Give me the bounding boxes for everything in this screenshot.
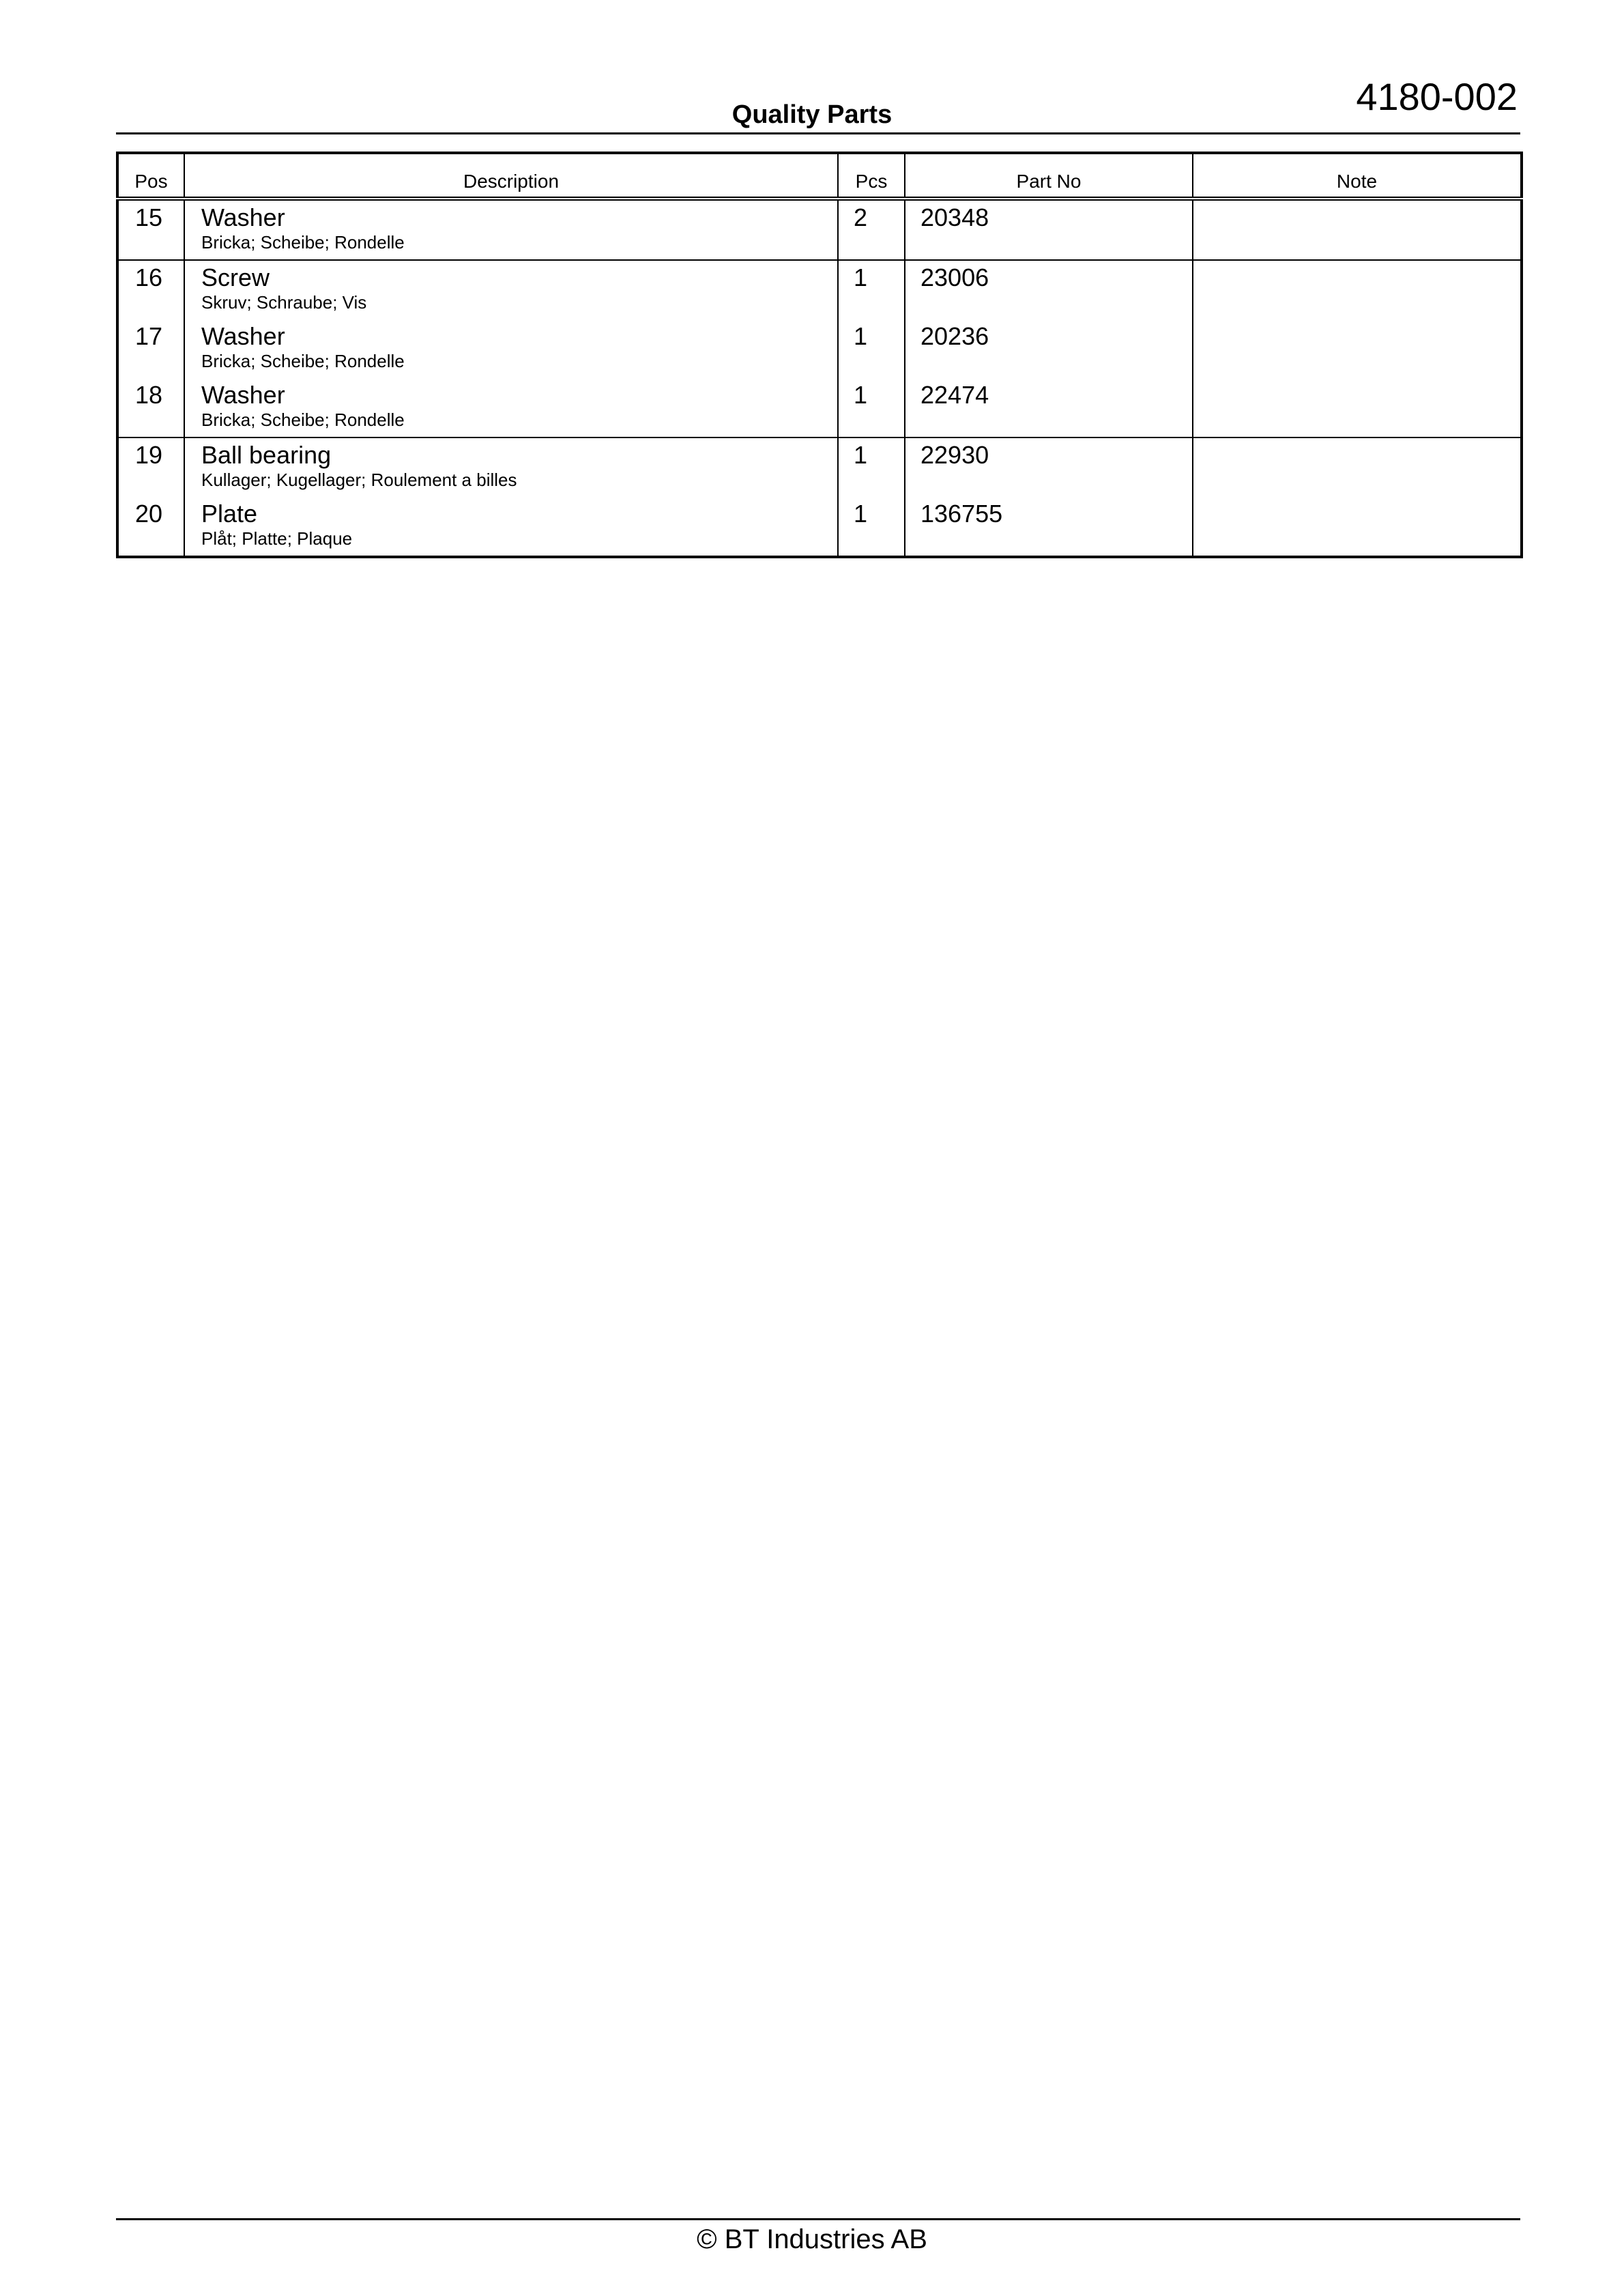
- table-header-row: [117, 153, 1522, 199]
- row-part-translations: Skruv; Schraube; Vis: [201, 292, 367, 313]
- row-part-number: 22474: [920, 381, 989, 409]
- column-header-part-no: Part No: [905, 153, 1193, 199]
- row-part-name: Screw: [201, 263, 270, 291]
- table-row: [117, 378, 1522, 437]
- row-note: [1193, 199, 1522, 260]
- row-pcs: 1: [854, 263, 868, 291]
- header-divider: [116, 132, 1520, 134]
- row-pos: 15: [135, 203, 163, 231]
- row-part-translations: Bricka; Scheibe; Rondelle: [201, 351, 405, 371]
- row-part-translations: Bricka; Scheibe; Rondelle: [201, 232, 405, 253]
- row-pos: 19: [135, 441, 163, 469]
- table-row: [117, 319, 1522, 378]
- row-pos: 16: [135, 263, 163, 291]
- row-note: [1193, 260, 1522, 319]
- copyright-notice: © BT Industries AB: [697, 2224, 927, 2254]
- row-pos: 20: [135, 500, 163, 528]
- column-header-pos: Pos: [117, 153, 184, 199]
- row-part-number: 23006: [920, 263, 989, 291]
- table-row: [117, 199, 1522, 260]
- row-part-name: Plate: [201, 500, 258, 528]
- column-header-pcs: Pcs: [838, 153, 905, 199]
- column-header-description: Description: [184, 153, 838, 199]
- row-pos: 18: [135, 381, 163, 409]
- row-part-name: Washer: [201, 203, 285, 231]
- page-title: Quality Parts: [731, 100, 893, 129]
- document-number: 4180-002: [1356, 75, 1518, 118]
- row-pcs: 2: [854, 203, 868, 231]
- table-row: [117, 437, 1522, 497]
- row-part-number: 20348: [920, 203, 989, 231]
- row-part-translations: Kullager; Kugellager; Roulement a billes: [201, 470, 517, 490]
- row-pcs: 1: [854, 500, 868, 528]
- row-part-number: 136755: [920, 500, 1003, 528]
- table-row: [117, 260, 1522, 319]
- row-pcs: 1: [854, 381, 868, 409]
- row-part-name: Washer: [201, 381, 285, 409]
- row-part-translations: Plåt; Platte; Plaque: [201, 528, 353, 549]
- row-part-number: 22930: [920, 441, 989, 469]
- row-part-name: Ball bearing: [201, 441, 332, 469]
- row-part-number: 20236: [920, 322, 989, 350]
- row-part-name: Washer: [201, 322, 285, 350]
- parts-table: [116, 152, 1523, 558]
- row-pcs: 1: [854, 322, 868, 350]
- table-row: [117, 497, 1522, 557]
- row-note: [1193, 437, 1522, 497]
- row-pos: 17: [135, 322, 163, 350]
- row-note: [1193, 497, 1522, 557]
- footer-divider: [116, 2218, 1520, 2220]
- column-header-note: Note: [1193, 153, 1522, 199]
- row-note: [1193, 319, 1522, 378]
- row-part-translations: Bricka; Scheibe; Rondelle: [201, 410, 405, 430]
- row-note: [1193, 378, 1522, 437]
- row-pcs: 1: [854, 441, 868, 469]
